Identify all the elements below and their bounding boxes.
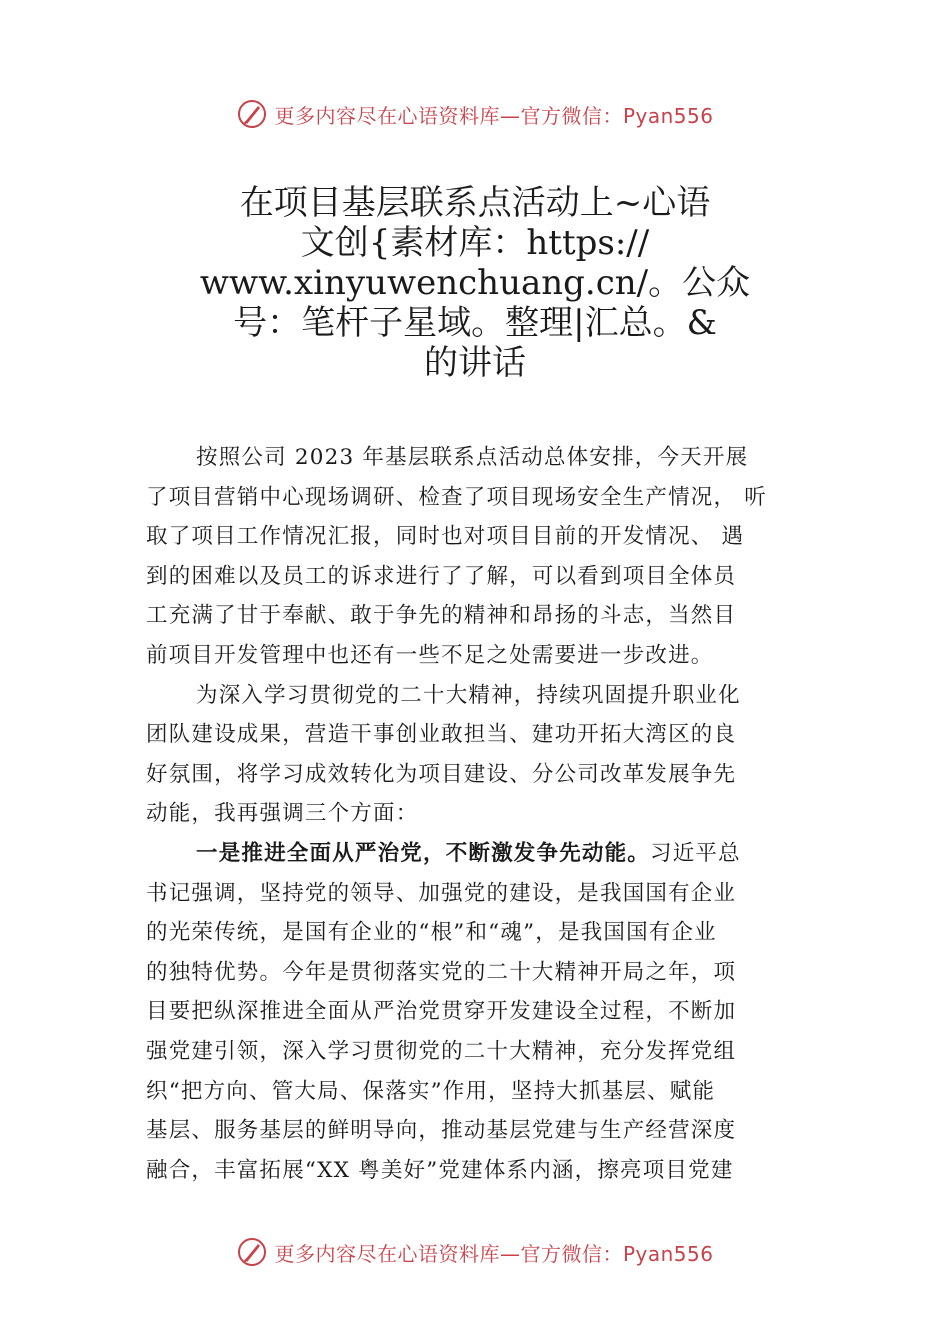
title-line: 的讲话 bbox=[424, 343, 526, 383]
watermark-text: 更多内容尽在心语资料库—官方微信：Pyan556 bbox=[274, 1241, 714, 1266]
body-line: 的独特优势。今年是贯彻落实党的二十大精神开局之年，项 bbox=[146, 959, 737, 985]
feather-pen-logo-icon bbox=[236, 98, 268, 130]
body-line: 到的困难以及员工的诉求进行了了解，可以看到项目全体员 bbox=[146, 563, 737, 589]
body-line: 目要把纵深推进全面从严治党贯穿开发建设全过程，不断加 bbox=[146, 999, 737, 1025]
body-line: 工充满了甘于奉献、敢于争先的精神和昂扬的斗志，当然目 bbox=[146, 603, 737, 629]
body-line: 了项目营销中心现场调研、检查了项目现场安全生产情况， 听 bbox=[146, 484, 767, 510]
section-heading-line bbox=[146, 834, 808, 874]
section-heading-bold: 一是推进全面从严治党，不断激发争先动能。 bbox=[196, 840, 651, 866]
body-line: 织“把方向、管大局、保落实”作用，坚持大抓基层、赋能 bbox=[146, 1078, 716, 1104]
feather-pen-logo-icon bbox=[236, 1236, 268, 1268]
title-line: 在项目基层联系点活动上~心语 bbox=[239, 183, 711, 223]
body-line: 前项目开发管理中也还有一些不足之处需要进一步改进。 bbox=[146, 642, 714, 668]
watermark-text: 更多内容尽在心语资料库—官方微信：Pyan556 bbox=[274, 103, 714, 128]
body-line: 按照公司 2023 年基层联系点活动总体安排，今天开展 bbox=[196, 445, 749, 470]
body-line: 融合，丰富拓展“XX 粤美好”党建体系内涵，擦亮项目党建 bbox=[146, 1157, 734, 1183]
title-line: 文创{素材库：https:// bbox=[300, 223, 650, 263]
title-line: www.xinyuwenchuang.cn/。公众 bbox=[199, 263, 751, 303]
watermark-banner-bottom bbox=[0, 1232, 950, 1272]
document-title bbox=[150, 183, 800, 383]
body-line: 的光荣传统，是国有企业的“根”和“魂”，是我国国有企业 bbox=[146, 920, 717, 946]
title-line: 号：笔杆子星域。整理|汇总。& bbox=[233, 303, 717, 343]
body-line: 团队建设成果，营造干事创业敢担当、建功开拓大湾区的良 bbox=[146, 722, 737, 748]
body-line: 动能，我再强调三个方面： bbox=[146, 801, 419, 827]
body-line: 好氛围，将学习成效转化为项目建设、分公司改革发展争先 bbox=[146, 761, 737, 787]
body-line: 取了项目工作情况汇报，同时也对项目目前的开发情况、 遇 bbox=[146, 524, 745, 550]
body-line: 书记强调，坚持党的领导、加强党的建设，是我国国有企业 bbox=[146, 880, 737, 906]
document-body bbox=[146, 438, 808, 1190]
section-heading-rest: 习近平总 bbox=[650, 840, 741, 866]
watermark-banner-top bbox=[0, 94, 950, 134]
body-line: 强党建引领，深入学习贯彻党的二十大精神，充分发挥党组 bbox=[146, 1038, 737, 1064]
body-line: 为深入学习贯彻党的二十大精神，持续巩固提升职业化 bbox=[196, 682, 741, 708]
body-line: 基层、服务基层的鲜明导向，推动基层党建与生产经营深度 bbox=[146, 1118, 737, 1144]
